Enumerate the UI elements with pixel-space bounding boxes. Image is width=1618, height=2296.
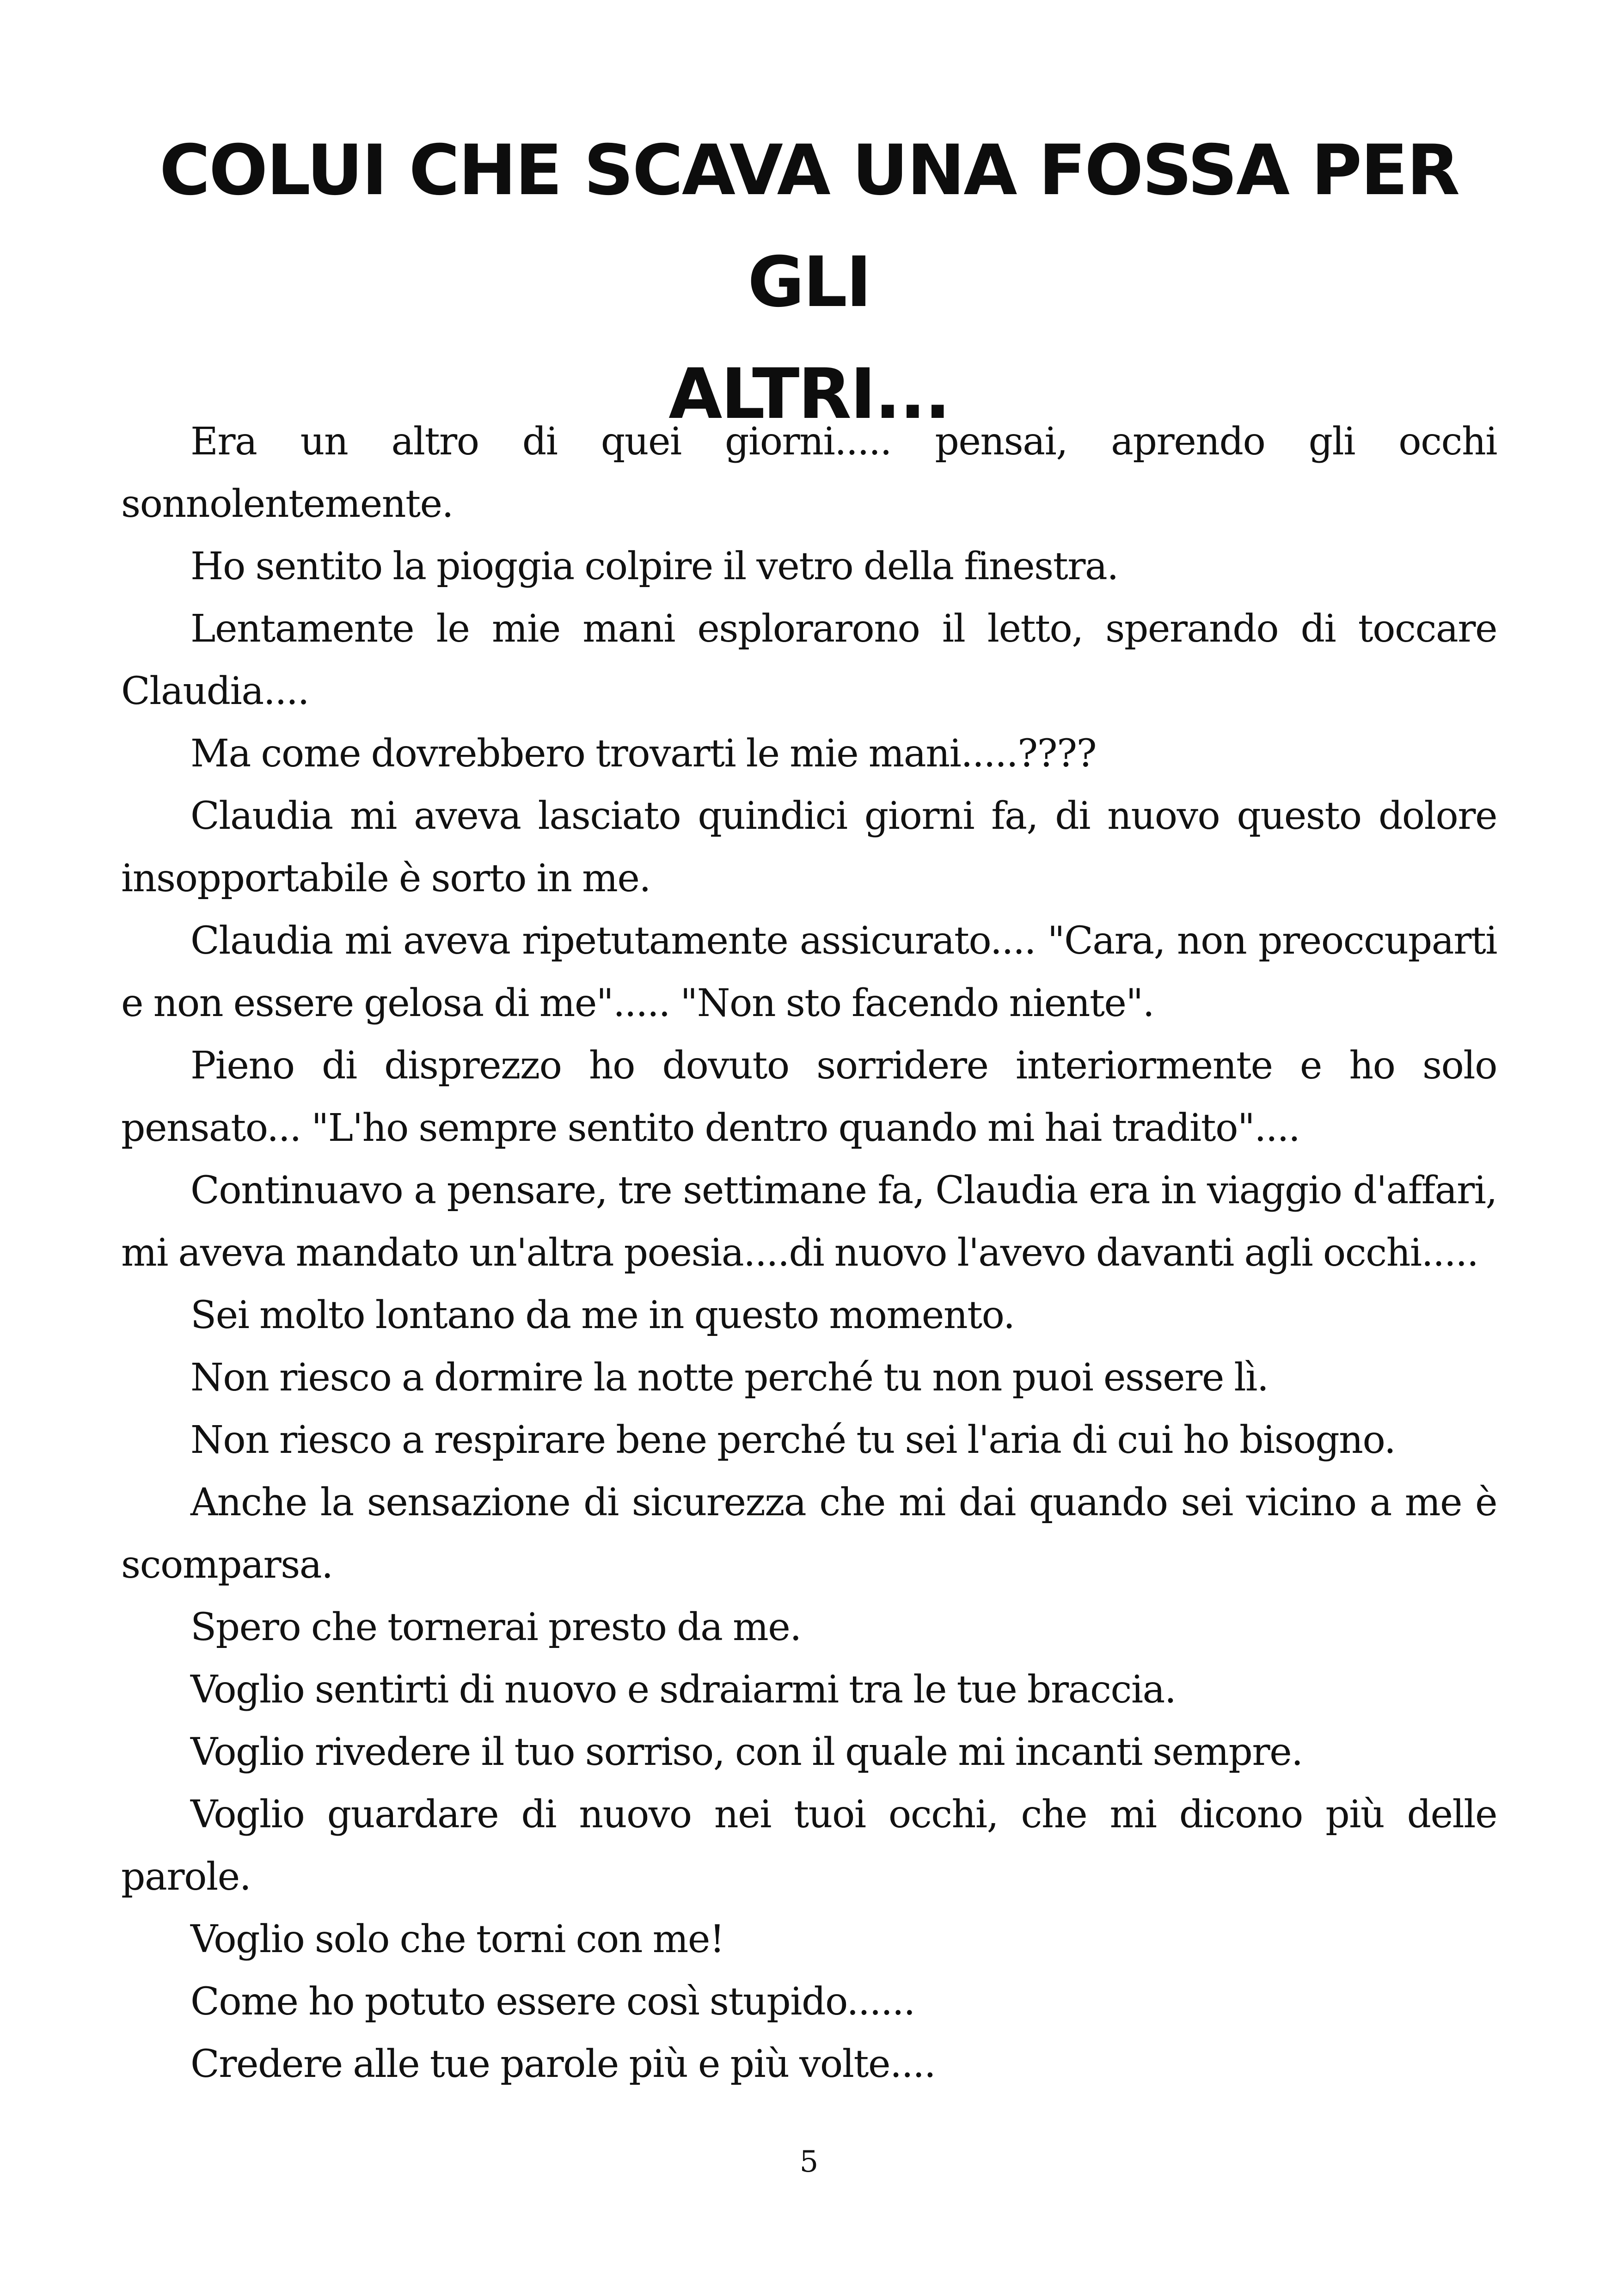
paragraph: Pieno di disprezzo ho dovuto sorridere interiormente e ho solo pensato... "L'ho sempre sentito dentro quando mi hai tradito".... (121, 1044, 1497, 1150)
paragraph: Non riesco a dormire la notte perché tu non puoi essere lì. (190, 1356, 1269, 1400)
paragraph: Claudia mi aveva lasciato quindici giorni fa, di nuovo questo dolore insopportabile è sorto in me. (121, 794, 1497, 900)
paragraph: Continuavo a pensare, tre settimane fa, Claudia era in viaggio d'affari, mi aveva mandato un'altra poesia....di nuovo l'avevo davanti agli occhi..... (121, 1169, 1497, 1275)
paragraph: Voglio solo che torni con me! (190, 1917, 724, 1961)
paragraph: Claudia mi aveva ripetutamente assicurato.... "Cara, non preoccuparti e non essere gelosa di me"..... "Non sto facendo niente". (121, 919, 1497, 1025)
paragraph: Voglio sentirti di nuovo e sdraiarmi tra le tue braccia. (190, 1668, 1176, 1712)
paragraph: Anche la sensazione di sicurezza che mi dai quando sei vicino a me è scomparsa. (121, 1481, 1497, 1587)
paragraph: Non riesco a respirare bene perché tu sei l'aria di cui ho bisogno. (190, 1418, 1396, 1462)
paragraph: Come ho potuto essere così stupido...... (190, 1980, 915, 2024)
paragraph: Ho sentito la pioggia colpire il vetro della finestra. (190, 545, 1118, 588)
chapter-title-line-1: COLUI CHE SCAVA UNA FOSSA PER GLI (159, 130, 1459, 323)
page-number: 5 (799, 2145, 819, 2179)
paragraph: Spero che tornerai presto da me. (190, 1605, 801, 1649)
paragraph: Sei molto lontano da me in questo momento. (190, 1293, 1015, 1337)
paragraph: Credere alle tue parole più e più volte.... (190, 2042, 936, 2086)
paragraph: Voglio guardare di nuovo nei tuoi occhi, che mi dicono più delle parole. (121, 1793, 1497, 1899)
body-text (121, 410, 1497, 2095)
paragraph: Ma come dovrebbero trovarti le mie mani.....???? (190, 732, 1097, 776)
chapter-title-line-2: ALTRI... (668, 354, 950, 435)
paragraph: Era un altro di quei giorni..... pensai, aprendo gli occhi sonnolentemente. (121, 420, 1497, 526)
chapter-title (121, 115, 1497, 450)
paragraph: Lentamente le mie mani esplorarono il letto, sperando di toccare Claudia.... (121, 607, 1497, 713)
paragraph: Voglio rivedere il tuo sorriso, con il quale mi incanti sempre. (190, 1730, 1303, 1774)
